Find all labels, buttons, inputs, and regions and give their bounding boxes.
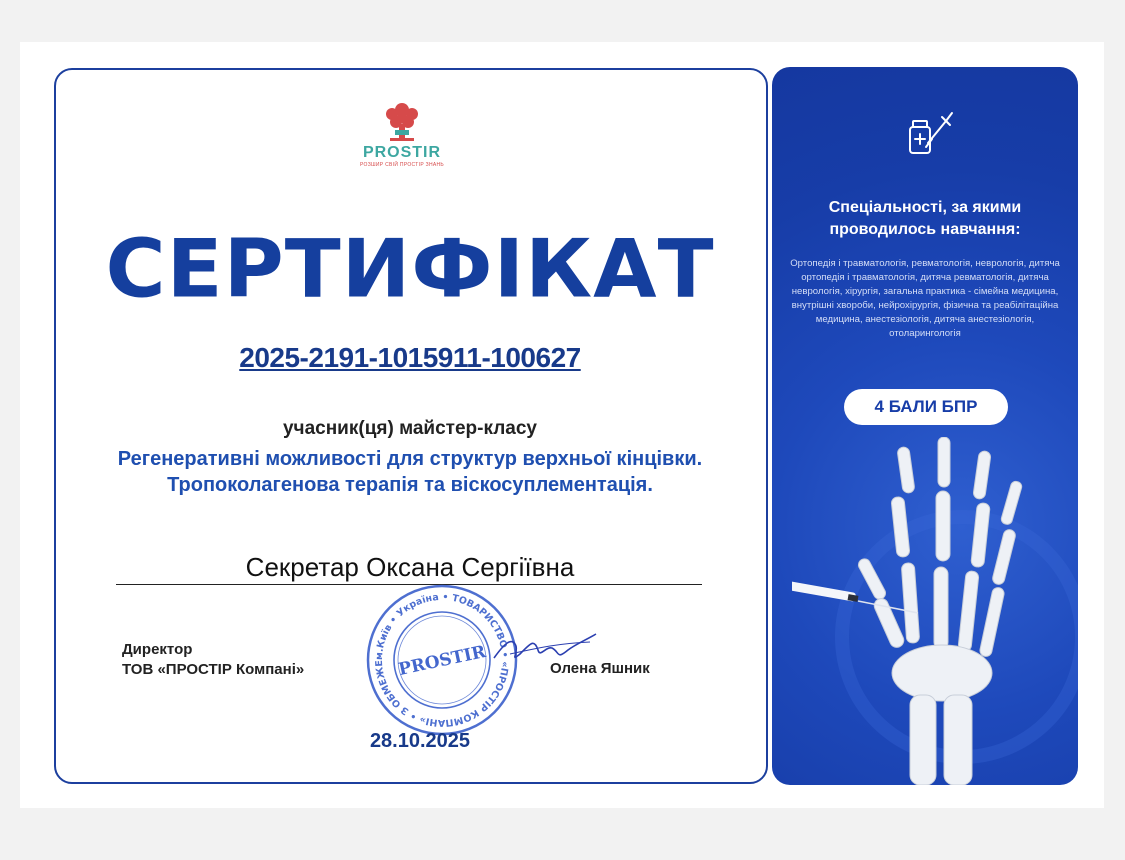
stamp-center-text: PROSTIR	[396, 641, 488, 680]
specialties-heading: Спеціальності, за якими проводилось навчання:	[828, 199, 1022, 238]
recipient-name: Секретар Оксана Сергіївна	[245, 552, 575, 582]
certificate-sheet	[20, 42, 1104, 808]
issue-date: 28.10.2025	[369, 730, 471, 752]
points-badge: 4 БАЛИ БПР	[844, 389, 1008, 425]
tree-logo-icon	[342, 102, 462, 146]
specialties-list: Ортопедія і травматологія, ревматологія, неврологія, дитяча ортопедія і травматологія, дитяча ревматологія, дитяча неврологія, хірургія, загальна практика - сімейна медицина, внутрішні хвороби, нейрохірургія, фізична та реабілітаційна медицина, анестезіологія, дитяча анестезіологія, отоларингологія	[790, 258, 1060, 339]
logo-tagline: РОЗШИР СВІЙ ПРОСТІР ЗНАНЬ	[359, 162, 445, 168]
director-name: Олена Яшник	[550, 660, 650, 677]
specialties-panel	[772, 67, 1078, 785]
director-title	[122, 640, 362, 680]
director-title-line2: ТОВ «ПРОСТІР Компані»	[122, 661, 305, 678]
vaccine-syringe-icon	[904, 107, 956, 159]
participant-label: учасник(ця) майстер-класу	[282, 418, 538, 439]
director-title-line1: Директор	[122, 641, 193, 658]
course-title: Регенеративні можливості для структур верхньої кінцівки. Тропоколагенова терапія та віскосуплементація.	[117, 448, 703, 496]
prostir-logo	[342, 102, 462, 170]
logo-brand: PROSTIR	[362, 144, 442, 161]
stamp-ring-text: м.Київ • Україна • ТОВАРИСТВО • «ПРОСТІР КОМПАНІ» • З ОБМЕЖЕ	[373, 591, 511, 729]
certificate-title: СЕРТИФІКАТ	[105, 222, 715, 317]
certificate-number: 2025-2191-1015911-100627	[239, 342, 581, 373]
hand-skeleton-syringe-illustration	[792, 437, 1078, 785]
